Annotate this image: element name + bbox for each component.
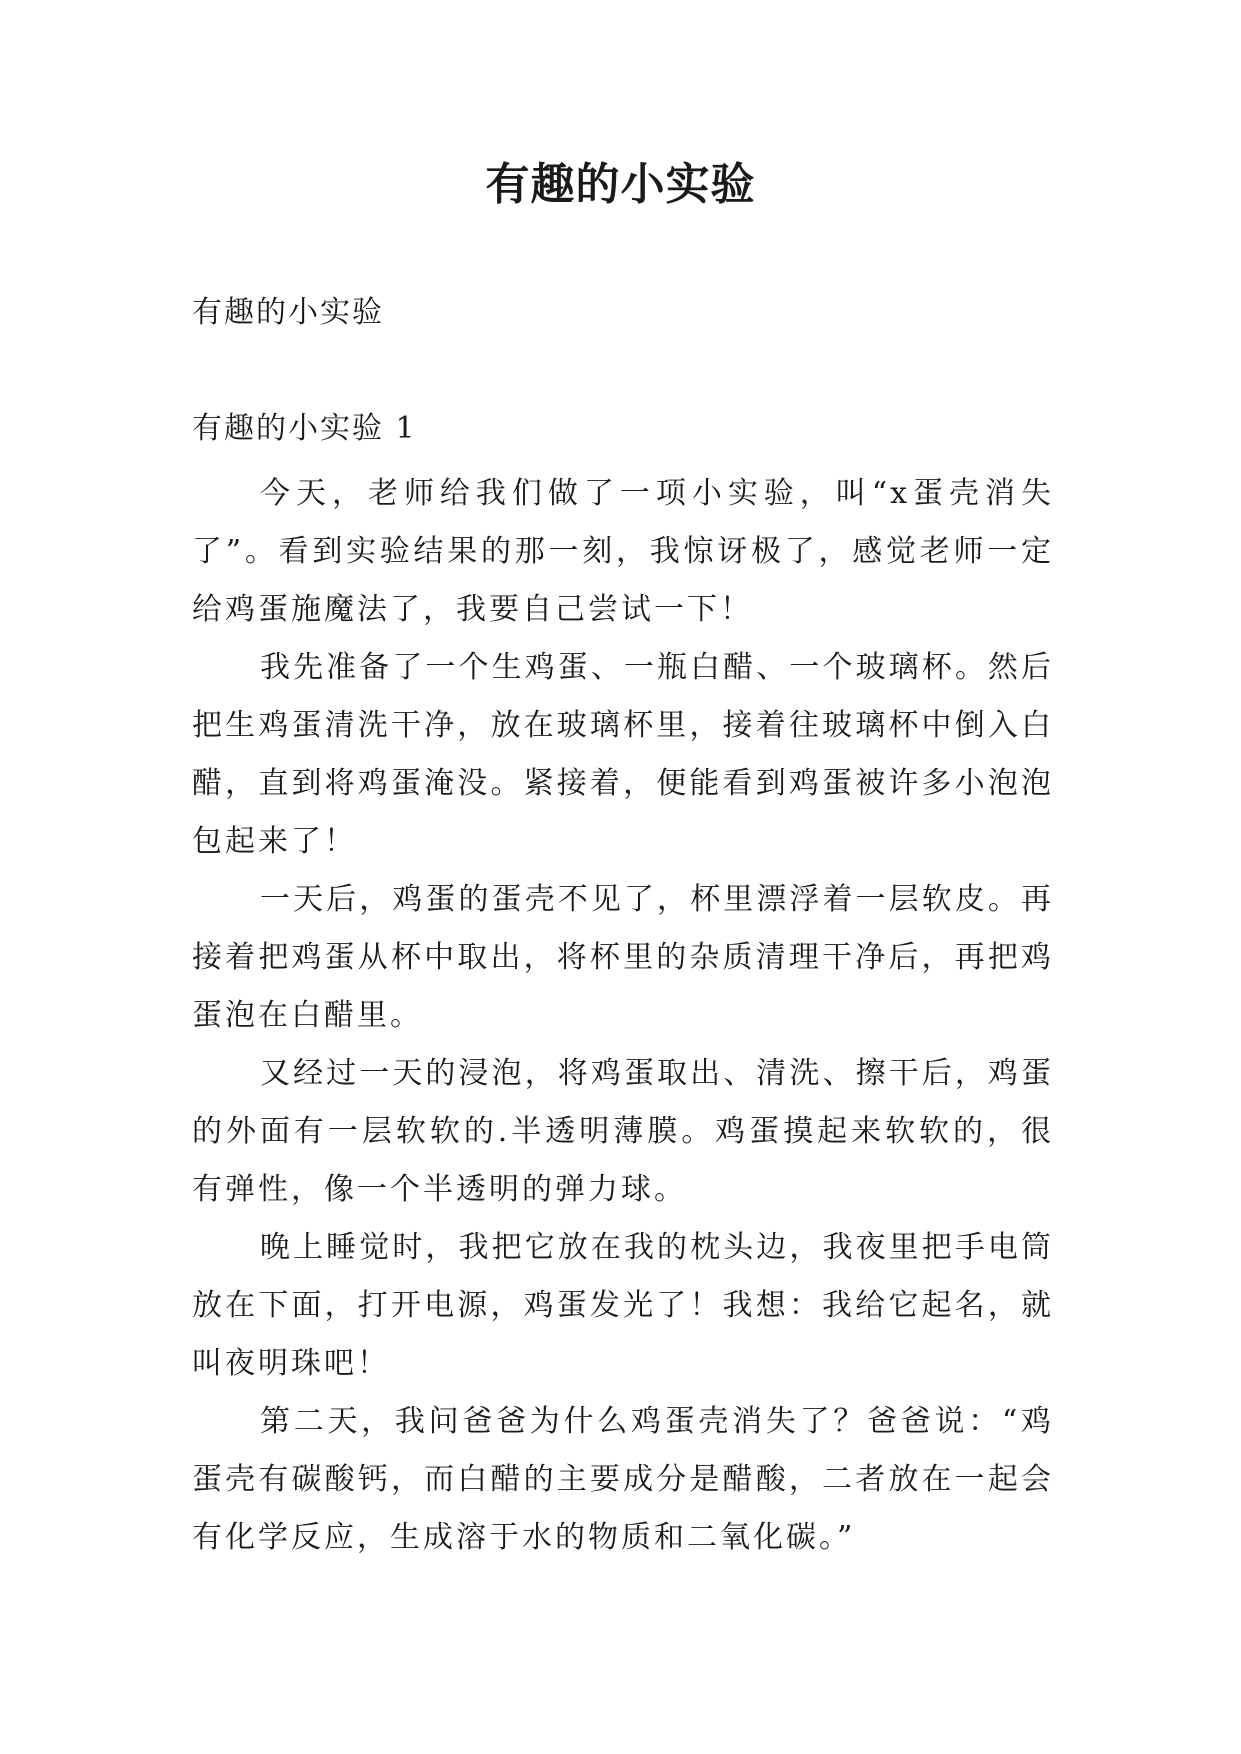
- paragraph: 又经过一天的浸泡，将鸡蛋取出、清洗、擦干后，鸡蛋的外面有一层软软的.半透明薄膜。鸡蛋摸起来软软的，很有弹性，像一个半透明的弹力球。: [192, 1056, 1054, 1207]
- paragraph: 晚上睡觉时，我把它放在我的枕头边，我夜里把手电筒放在下面，打开电源，鸡蛋发光了！我想：我给它起名，就叫夜明珠吧！: [192, 1230, 1054, 1381]
- paragraph: 第二天，我问爸爸为什么鸡蛋壳消失了？爸爸说：“鸡蛋壳有碳酸钙，而白醋的主要成分是醋酸，二者放在一起会有化学反应，生成溶于水的物质和二氧化碳。”: [192, 1404, 1054, 1555]
- section-heading: 有趣的小实验 1: [192, 411, 417, 446]
- paragraph: 我先准备了一个生鸡蛋、一瓶白醋、一个玻璃杯。然后把生鸡蛋清洗干净，放在玻璃杯里，接着往玻璃杯中倒入白醋，直到将鸡蛋淹没。紧接着，便能看到鸡蛋被许多小泡泡包起来了！: [192, 650, 1054, 859]
- document-title: 有趣的小实验: [485, 159, 756, 210]
- body-text: [192, 465, 1054, 1567]
- paragraph: 今天，老师给我们做了一项小实验，叫“x蛋壳消失了”。看到实验结果的那一刻，我惊讶极了，感觉老师一定给鸡蛋施魔法了，我要自己尝试一下！: [192, 476, 1054, 627]
- document-subtitle: 有趣的小实验: [192, 295, 384, 330]
- paragraph: 一天后，鸡蛋的蛋壳不见了，杯里漂浮着一层软皮。再接着把鸡蛋从杯中取出，将杯里的杂质清理干净后，再把鸡蛋泡在白醋里。: [192, 882, 1054, 1033]
